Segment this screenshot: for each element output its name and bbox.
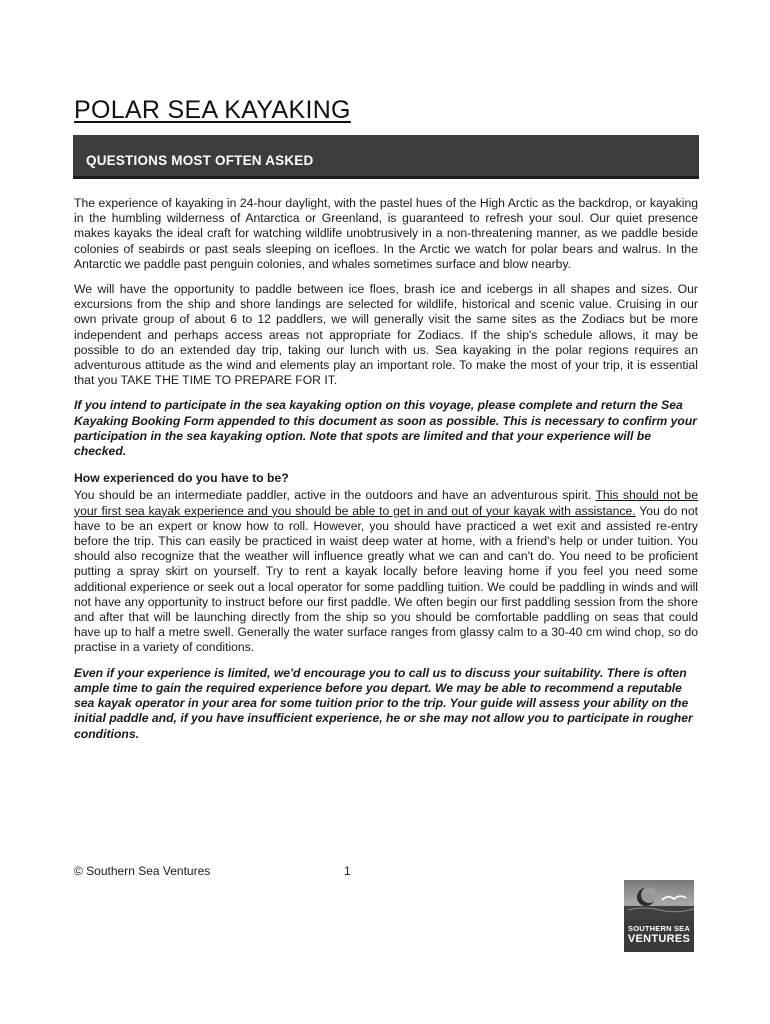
section-banner-label: QUESTIONS MOST OFTEN ASKED (86, 153, 314, 168)
excursions-paragraph: We will have the opportunity to paddle between ice floes, brash ice and icebergs in all shapes and sizes. Our excursions from the ship and shore landings are selected for wildlife, historical and scenic value. Cruising in our own private group of about 6 to 12 paddlers, we will generally visit the same sites as the Zodiacs but be more independent and perhaps access areas not appropriate for Zodiacs. If the ship's schedule allows, it may be possible to do an extended day trip, taking our lunch with us. Sea kayaking in the polar regions requires an adventurous attitude as the wind and elements play an important role. To make the most of your trip, it is essential that you TAKE THE TIME TO PREPARE FOR IT. (74, 282, 698, 388)
logo-emblem-icon (624, 880, 694, 920)
experience-heading: How experienced do you have to be? (74, 471, 289, 486)
page-footer (74, 864, 364, 878)
company-logo (624, 880, 694, 952)
logo-line-1: SOUTHERN SEA (628, 924, 690, 933)
section-banner (73, 135, 699, 179)
experience-underlined-text: This should not be your first sea kayak experience and you should be able to get in and out of your kayak with assistance. (74, 488, 698, 518)
document-title: POLAR SEA KAYAKING (74, 96, 351, 124)
experience-text-start: You should be an intermediate paddler, active in the outdoors and have an adventurous spirit. (74, 488, 596, 503)
experience-text-rest: You do not have to be an expert or know how to roll. However, you should have practiced a wet exit and assisted re-entry before the trip. This can easily be practiced in waist deep water at home, with a friend's help or under tuition. You should also recognize that the weather will influence greatly what we can and can't do. You need to be proficient putting a spray skirt on yourself. Try to rent a kayak locally before leaving home if you feel you need some additional experience or seek out a local operator for some paddling tuition. We could be paddling in winds and will not have any opportunity to instruct before our first paddle. We often begin our first paddling session from the shore and after that will be launching directly from the ship so you should be comfortable paddling on seas that could have up to half a metre swell. Generally the water surface ranges from glassy calm to a 30-40 cm wind chop, so do practise in a variety of conditions. (74, 503, 698, 655)
experience-paragraph (74, 488, 698, 655)
logo-moon-bird-icon (624, 880, 694, 920)
suitability-notice: Even if your experience is limited, we'd encourage you to call us to discuss your suitability. There is often ample time to gain the required experience before you depart. We may be able to recommend a reputable sea kayak operator in your area for some tuition prior to the trip. Your guide will assess your ability on the initial paddle and, if you have insufficient experience, he or she may not allow you to participate in rougher conditions. (74, 665, 693, 741)
page-number: 1 (344, 864, 351, 878)
document-body (74, 196, 698, 742)
booking-notice: If you intend to participate in the sea kayaking option on this voyage, please complete and return the Sea Kayaking Booking Form appended to this document as soon as possible. This is necessary to confirm your participation in the sea kayaking option. Note that spots are limited and that your experience will be checked. (74, 398, 698, 459)
logo-line-2: VENTURES (627, 933, 691, 945)
copyright-text: © Southern Sea Ventures (74, 864, 211, 878)
intro-paragraph: The experience of kayaking in 24-hour daylight, with the pastel hues of the High Arctic as the backdrop, or kayaking in the humbling wilderness of Antarctica or Greenland, is guaranteed to refresh your soul. Our quiet presence makes kayaks the ideal craft for watching wildlife unobtrusively in a non-threatening manner, as we paddle beside colonies of seabirds or past seals sleeping on icefloes. In the Arctic we watch for polar bears and walrus. In the Antarctic we paddle past penguin colonies, and whales sometimes surface and blow nearby. (74, 196, 698, 271)
